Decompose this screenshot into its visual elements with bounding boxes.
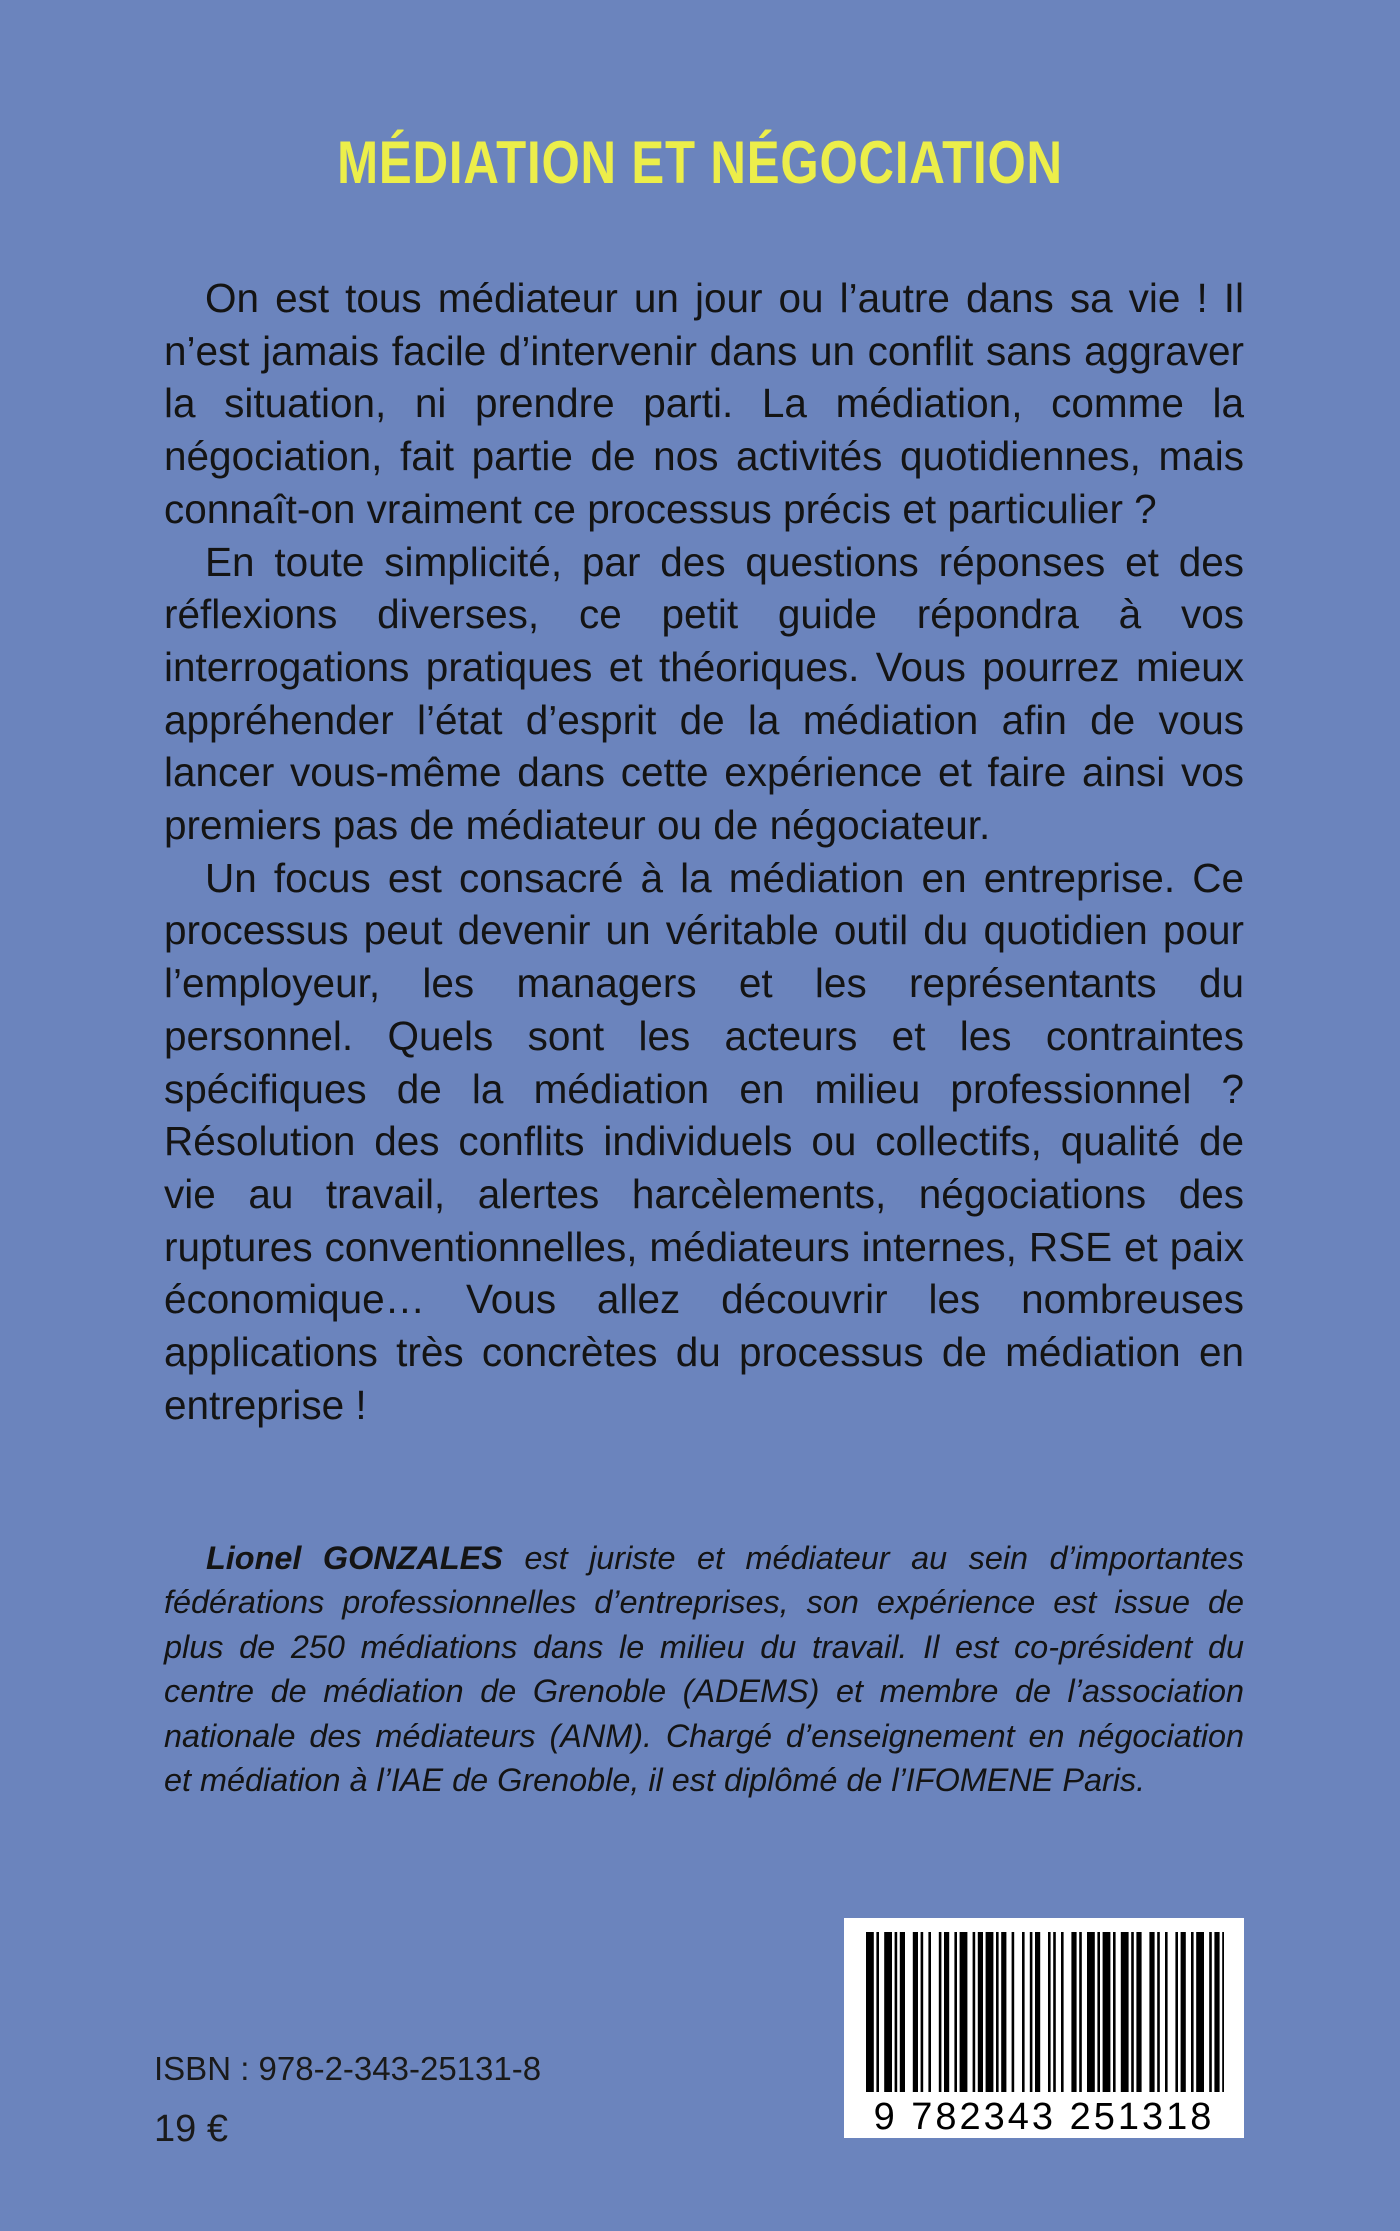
book-title: MÉDIATION ET NÉGOCIATION	[337, 129, 1063, 196]
barcode-bar	[1022, 1932, 1025, 2092]
barcode-bar	[1087, 1932, 1095, 2092]
barcode-bar	[1131, 1932, 1134, 2092]
barcode-bar	[928, 1932, 931, 2092]
barcode-bar	[1071, 1932, 1076, 2092]
price-label: 19 €	[154, 2108, 228, 2150]
summary-paragraph-3: Un focus est consacré à la médiation en entreprise. Ce processus peut devenir un véritable outil du quotidien pour l’employeur, les managers et les représentants du personnel. Quels sont les acteurs et les contraintes spécifiques de la médiation en milieu professionnel ? Résolution des conflits individuels ou collectifs, qualité de vie au travail, alertes harcèlements, négociations des ruptures conventionnelles, médiateurs internes, RSE et paix économique… Vous allez découvrir les nombreuses applications très concrètes du processus de médiation en entreprise !	[164, 854, 1244, 1428]
isbn-barcode	[844, 1918, 1244, 2138]
barcode-bar	[1196, 1932, 1204, 2092]
summary-paragraph-1: On est tous médiateur un jour ou l’autre dans sa vie ! Il n’est jamais facile d’intervenir dans un conflit sans aggraver la situation, ni prendre parti. La médiation, comme la négociation, fait partie de nos activités quotidiennes, mais connaît-on vraiment ce processus précis et particulier ?	[164, 275, 1244, 532]
barcode-bar	[1191, 1932, 1194, 2092]
barcode-bar	[986, 1932, 994, 2092]
barcode-bar	[1214, 1932, 1219, 2092]
barcode-bar	[954, 1932, 957, 2092]
barcode-bar	[913, 1932, 918, 2092]
barcode-bar	[1103, 1932, 1111, 2092]
barcode-bar	[1209, 1932, 1212, 2092]
barcode-bar	[1165, 1932, 1168, 2092]
barcode-bar	[1149, 1932, 1154, 2092]
barcode-bar	[1061, 1932, 1064, 2092]
barcode-bar	[960, 1932, 968, 2092]
summary-text	[164, 272, 1244, 1431]
barcode-bar	[973, 1932, 976, 2092]
barcode-bar	[1053, 1932, 1056, 2092]
barcode-bar	[1001, 1932, 1006, 2092]
summary-paragraph-2: En toute simplicité, par des questions réponses et des réflexions diverses, ce petit guide répondra à vos interrogations pratiques et théoriques. Vous pourrez mieux appréhender l’état d’esprit de la médiation afin de vous lancer vous-même dans cette expérience et faire ainsi vos premiers pas de médiateur ou de négociateur.	[164, 538, 1244, 849]
barcode-bar	[1181, 1932, 1186, 2092]
barcode-bar	[866, 1932, 874, 2092]
barcode-bar	[884, 1932, 892, 2092]
barcode-bar	[996, 1932, 999, 2092]
author-name: Lionel GONZALES	[206, 1540, 503, 1576]
barcode-bar	[1079, 1932, 1082, 2092]
barcode-bar	[1113, 1932, 1116, 2092]
barcode-bar	[1012, 1932, 1015, 2092]
barcode-bar	[900, 1932, 905, 2092]
barcode-bar	[978, 1932, 983, 2092]
barcode-digits: 9 782343 251318	[873, 2096, 1215, 2138]
author-bio	[164, 1536, 1244, 1802]
barcode-bar	[921, 1932, 924, 2092]
barcode-bars	[844, 1918, 1244, 2096]
barcode-bar	[1048, 1932, 1051, 2092]
barcode-bar	[939, 1932, 942, 2092]
barcode-bar	[1175, 1932, 1178, 2092]
barcode-bar	[1030, 1932, 1033, 2092]
barcode-bar	[895, 1932, 898, 2092]
author-bio-text: est juriste et médiateur au sein d’importantes fédérations professionnelles d’entreprises, son expérience est issue de plus de 250 médiations dans le milieu du travail. Il est co-président du centre de médiation de Grenoble (ADEMS) et membre de l’association nationale des médiateurs (ANM). Chargé d’enseignement en négociation et médiation à l’IAE de Grenoble, il est diplômé de l’IFOMENE Paris.	[164, 1540, 1244, 1799]
barcode-bar	[1136, 1932, 1141, 2092]
barcode-bar	[1222, 1932, 1224, 2092]
barcode-bar	[876, 1932, 879, 2092]
barcode-bar	[1097, 1932, 1100, 2092]
barcode-bar	[1121, 1932, 1129, 2092]
isbn-label: ISBN : 978-2-343-25131-8	[154, 2050, 542, 2087]
barcode-bar	[944, 1932, 949, 2092]
barcode-bar	[1035, 1932, 1040, 2092]
barcode-bar	[1157, 1932, 1160, 2092]
